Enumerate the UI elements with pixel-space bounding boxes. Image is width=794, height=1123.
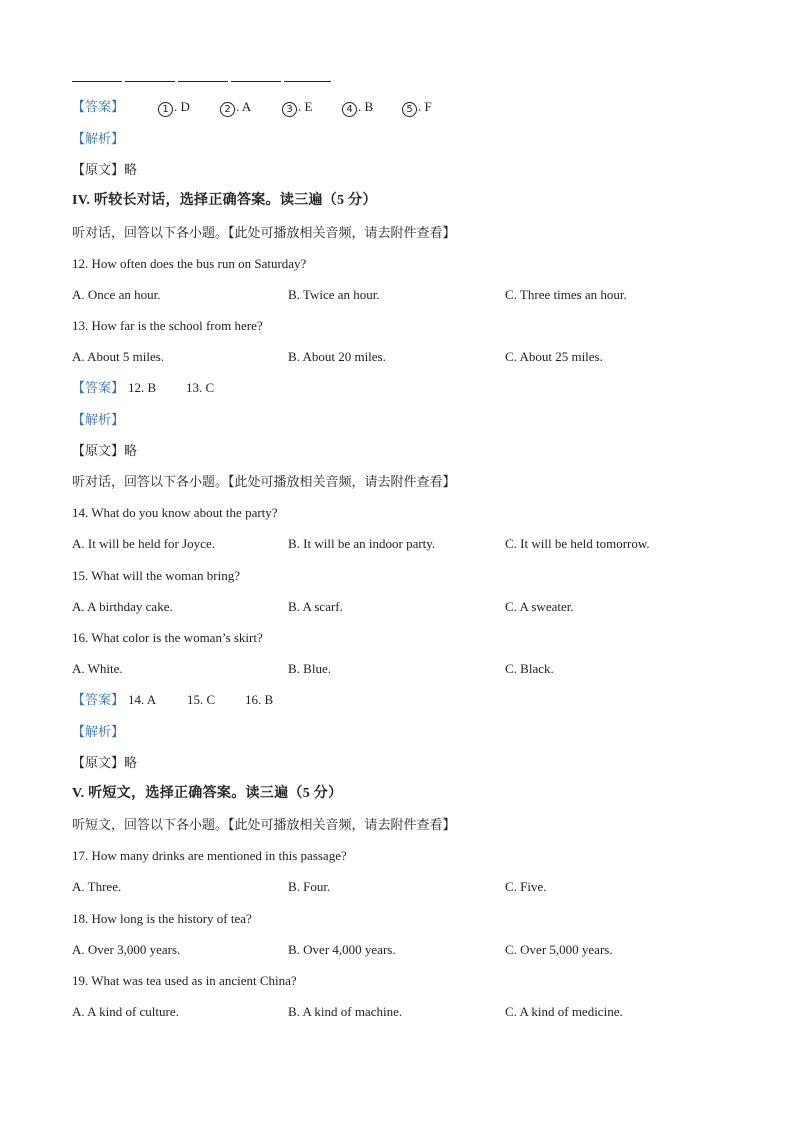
- blank-line: [72, 81, 122, 82]
- analysis-tag: 【解析】: [72, 131, 125, 146]
- original-text: 【原文】略: [72, 162, 138, 177]
- question-18: 18. How long is the history of tea?: [72, 911, 252, 926]
- option-b: B. Over 4,000 years.: [288, 942, 396, 957]
- circled-number: 1: [158, 102, 173, 117]
- option-a: A. Once an hour.: [72, 287, 161, 302]
- answer-item-2: 2 . A: [220, 98, 251, 117]
- option-c: C. About 25 miles.: [505, 349, 603, 364]
- question-17: 17. How many drinks are mentioned in this passage?: [72, 848, 347, 863]
- circled-number: 5: [402, 102, 417, 117]
- section-title: V. 听短文，选择正确答案。读三遍（5 分）: [72, 786, 343, 801]
- circled-number: 2: [220, 102, 235, 117]
- option-a: A. Three.: [72, 879, 122, 894]
- section-title: IV. 听较长对话，选择正确答案。读三遍（5 分）: [72, 193, 377, 208]
- passage-intro: 听短文，回答以下各小题。【此处可播放相关音频，请去附件查看】: [72, 817, 456, 832]
- option-c: C. Three times an hour.: [505, 287, 627, 302]
- option-b: B. A kind of machine.: [288, 1004, 403, 1019]
- answer-item-1: 1 . D: [158, 98, 190, 117]
- option-c: C. A sweater.: [505, 599, 574, 614]
- dialog-intro: 听对话，回答以下各小题。【此处可播放相关音频，请去附件查看】: [72, 474, 456, 489]
- answer-item-5: 5 . F: [402, 98, 432, 117]
- dialog-intro: 听对话，回答以下各小题。【此处可播放相关音频，请去附件查看】: [72, 225, 456, 240]
- option-a: A. A birthday cake.: [72, 599, 173, 614]
- question-14: 14. What do you know about the party?: [72, 505, 278, 520]
- answer-item-3: 3 . E: [282, 98, 312, 117]
- answer-item: 14. A: [128, 692, 157, 707]
- option-a: A. Over 3,000 years.: [72, 942, 181, 957]
- option-c: C. Over 5,000 years.: [505, 942, 613, 957]
- answer-tag: 【答案】: [72, 99, 125, 114]
- answer-tag: 【答案】: [72, 380, 125, 395]
- original-text: 【原文】略: [72, 443, 138, 458]
- blank-line: [178, 81, 228, 82]
- question-12: 12. How often does the bus run on Saturday?: [72, 256, 307, 271]
- answer-item: 12. B: [128, 380, 157, 395]
- answer-item: 13. C: [186, 380, 215, 395]
- blank-line: [231, 81, 281, 82]
- option-b: B. About 20 miles.: [288, 349, 386, 364]
- option-a: A. About 5 miles.: [72, 349, 165, 364]
- option-b: B. It will be an indoor party.: [288, 536, 436, 551]
- original-text: 【原文】略: [72, 755, 138, 770]
- option-b: B. Twice an hour.: [288, 287, 380, 302]
- answer-item: 16. B: [245, 692, 274, 707]
- analysis-tag: 【解析】: [72, 724, 125, 739]
- question-15: 15. What will the woman bring?: [72, 568, 241, 583]
- circled-number: 3: [282, 102, 297, 117]
- option-c: C. Black.: [505, 661, 554, 676]
- option-b: B. Four.: [288, 879, 331, 894]
- option-c: C. Five.: [505, 879, 547, 894]
- option-b: B. A scarf.: [288, 599, 343, 614]
- option-c: C. A kind of medicine.: [505, 1004, 623, 1019]
- question-13: 13. How far is the school from here?: [72, 318, 263, 333]
- answer-item: 15. C: [187, 692, 216, 707]
- option-a: A. It will be held for Joyce.: [72, 536, 215, 551]
- answer-tag: 【答案】: [72, 692, 125, 707]
- option-c: C. It will be held tomorrow.: [505, 536, 650, 551]
- option-a: A. A kind of culture.: [72, 1004, 179, 1019]
- answer-item-4: 4 . B: [342, 98, 373, 117]
- question-16: 16. What color is the woman’s skirt?: [72, 630, 263, 645]
- circled-number: 4: [342, 102, 357, 117]
- option-b: B. Blue.: [288, 661, 331, 676]
- analysis-tag: 【解析】: [72, 412, 125, 427]
- blank-line: [125, 81, 175, 82]
- blank-line: [284, 81, 331, 82]
- question-19: 19. What was tea used as in ancient China?: [72, 973, 297, 988]
- option-a: A. White.: [72, 661, 123, 676]
